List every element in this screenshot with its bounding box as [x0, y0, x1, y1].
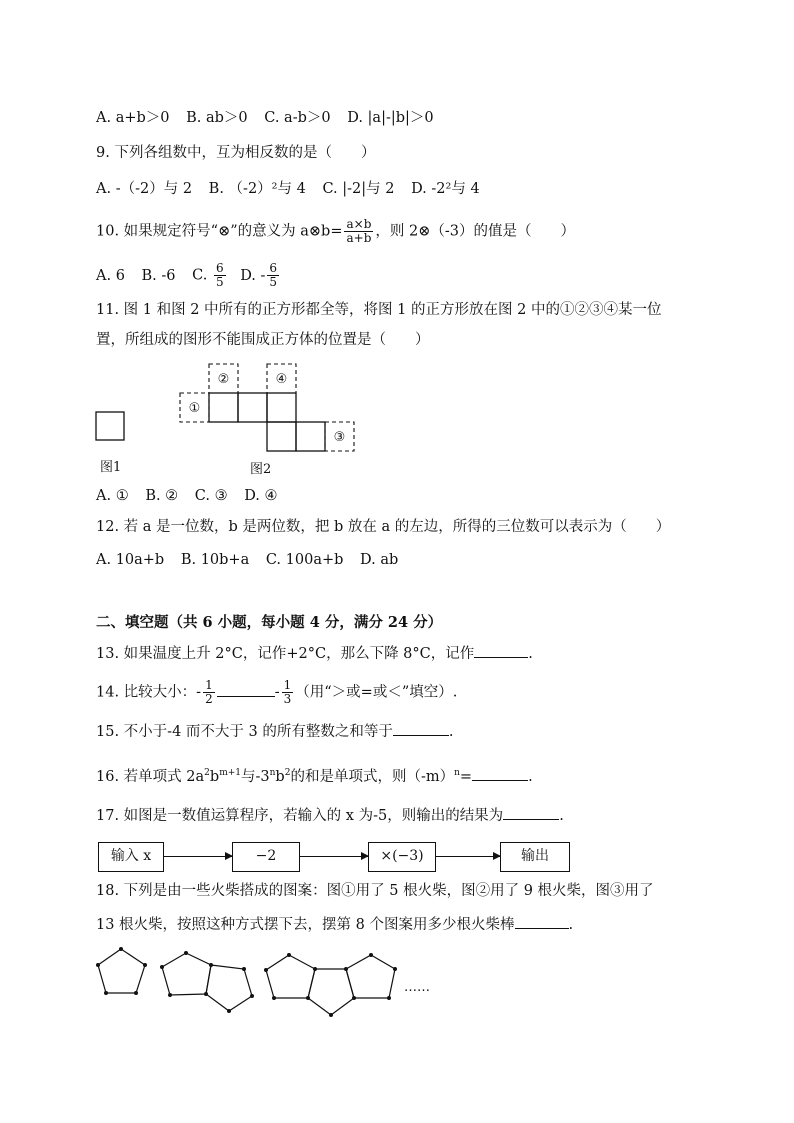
- q16-part2: b: [209, 768, 220, 785]
- q10-option-c: C.: [192, 267, 208, 284]
- q14-b-den: 3: [283, 692, 292, 706]
- q18-line2-text: 13 根火柴，按照这种方式摆下去，摆第 8 个图案用多少根火柴棒: [96, 917, 515, 933]
- q12-option-d: D. ab: [360, 552, 399, 568]
- q17-text: 17. 如图是一数值运算程序，若输入的 x 为-5，则输出的结果为: [96, 808, 504, 824]
- flow-output-box: 输出: [500, 842, 570, 872]
- section2-title: 二、填空题（共 6 小题，每小题 4 分，满分 24 分）: [96, 614, 443, 631]
- q14-prefix: 14. 比较大小：: [96, 684, 197, 701]
- q10-c-num: 6: [215, 261, 224, 275]
- q18-line2: [96, 914, 573, 935]
- q16-part6: =: [459, 768, 473, 785]
- q13: [96, 643, 533, 664]
- q9-option-a: A. -（-2）与 2: [96, 181, 193, 197]
- q14-a-sign: -: [196, 684, 202, 701]
- q14-a-num: 1: [205, 678, 213, 692]
- q16-part5: 的和是单项式，则（-m）: [290, 768, 455, 785]
- q11-line2: 置，所组成的图形不能围成正方体的位置是（ ）: [96, 332, 430, 348]
- q14: [96, 679, 457, 706]
- pentagon-fig2a: [162, 953, 211, 995]
- q10-option-d-frac: [267, 262, 279, 289]
- q14-b-num: 1: [283, 678, 292, 692]
- q16-part3: 与-3: [241, 768, 270, 785]
- q8-option-c: C. a-b＞0: [264, 110, 331, 126]
- q11-option-c: C. ③: [194, 488, 228, 504]
- q10-suffix: ，则 2⊗（-3）的值是（ ）: [375, 223, 575, 240]
- q10-d-num: 6: [269, 261, 278, 275]
- q9-option-c: C. |-2|与 2: [322, 181, 395, 197]
- q9-option-d: D. -2²与 4: [411, 181, 480, 197]
- fig1-square: [96, 412, 124, 440]
- position-1-label: ①: [188, 401, 201, 416]
- q18-line1: 18. 下列是由一些火柴搭成的图案：图①用了 5 根火柴，图②用了 9 根火柴，图③用了: [96, 883, 654, 899]
- q16-sup4: 2: [284, 768, 291, 778]
- q18-matchstick-figures: [94, 945, 444, 1020]
- q11-option-a: A. ①: [96, 488, 129, 504]
- flow-times-neg3-box: ×(−3): [368, 842, 436, 872]
- pentagon-fig1: [98, 949, 145, 993]
- q18-ellipsis: ……: [404, 980, 430, 995]
- position-2-label: ②: [217, 372, 230, 387]
- q15: [96, 721, 453, 742]
- q17: [96, 805, 564, 826]
- pentagon-fig3a: [266, 955, 315, 998]
- flow-arrow: [300, 856, 368, 857]
- q11-option-d: D. ④: [244, 488, 278, 504]
- q18-end: .: [568, 917, 574, 933]
- q9-option-b: B. （-2）²与 4: [208, 181, 306, 197]
- q17-end: .: [559, 808, 564, 824]
- q8-options: [96, 108, 446, 128]
- q12-option-c: C. 100a+b: [265, 552, 344, 568]
- fig2-squares: [209, 393, 325, 451]
- q10-options: [96, 262, 281, 289]
- q10-c-den: 5: [215, 275, 224, 289]
- q15-text: 15. 不小于-4 而不大于 3 的所有整数之和等于: [96, 724, 393, 740]
- q8-option-d: D. |a|-|b|＞0: [347, 110, 434, 126]
- q11-line1: 11. 图 1 和图 2 中所有的正方形都全等，将图 1 的正方形放在图 2 中的①②③④某一位: [96, 302, 662, 318]
- q10-frac-num: a×b: [346, 217, 372, 231]
- q10-frac-den: a+b: [346, 231, 372, 245]
- q16-end: .: [528, 768, 533, 785]
- pentagon-fig2b: [206, 965, 252, 1011]
- q10-option-d: D. -: [240, 267, 266, 284]
- q16-part1: 16. 若单项式 2a: [96, 768, 205, 785]
- q16-sup3: n: [269, 768, 276, 778]
- q12-option-b: B. 10b+a: [180, 552, 250, 568]
- flow-arrow: [436, 856, 500, 857]
- q10-prefix: 10. 如果规定符号“⊗”的意义为 a⊗b=: [96, 223, 343, 240]
- q8-option-a: A. a+b＞0: [96, 110, 170, 126]
- fig2-square: [238, 393, 267, 422]
- q13-answer-blank[interactable]: [474, 643, 528, 658]
- fig2-label: 图2: [250, 462, 272, 477]
- fig2-square: [267, 422, 296, 451]
- fig2-square: [296, 422, 325, 451]
- fig2-square: [209, 393, 238, 422]
- q10-fraction: [344, 218, 373, 245]
- q16-sup1: 2: [204, 768, 210, 778]
- q14-frac-a: [203, 679, 215, 706]
- position-4-label: ④: [275, 372, 288, 387]
- q16-answer-blank[interactable]: [472, 766, 528, 781]
- fig2-square: [267, 393, 296, 422]
- fig1-label: 图1: [100, 460, 122, 475]
- q13-text: 13. 如果温度上升 2°C，记作+2°C，那么下降 8°C，记作: [96, 646, 475, 662]
- q14-answer-blank[interactable]: [217, 682, 275, 697]
- q16: [96, 763, 533, 787]
- q15-end: .: [448, 724, 454, 740]
- q9-options: [96, 179, 480, 199]
- q14-b-sign: -: [274, 684, 280, 701]
- q13-end: .: [528, 646, 533, 662]
- q16-sup5: n: [454, 768, 460, 778]
- q10-option-c-frac: [214, 262, 226, 289]
- q14-frac-b: [282, 679, 294, 706]
- position-3-label: ③: [333, 430, 346, 445]
- q12-options: [96, 550, 398, 570]
- q11-figures: [90, 358, 370, 478]
- flow-arrow: [164, 856, 232, 857]
- q10-stem: [96, 218, 575, 245]
- q8-option-b: B. ab＞0: [186, 110, 248, 126]
- pentagon-fig3b: [308, 969, 354, 1015]
- q12-stem: 12. 若 a 是一位数，b 是两位数，把 b 放在 a 的左边，所得的三位数可以表示为（ ）: [96, 519, 671, 535]
- q11-options: [96, 486, 278, 506]
- pentagon-fig3c: [346, 955, 395, 998]
- q14-suffix: （用“＞或=或＜”填空）.: [295, 684, 458, 701]
- q10-option-a: A. 6: [96, 267, 125, 284]
- q12-option-a: A. 10a+b: [96, 552, 165, 568]
- flow-minus2-box: −2: [232, 842, 300, 872]
- q10-option-b: B. -6: [141, 267, 176, 284]
- flow-input-box: 输入 x: [98, 842, 164, 872]
- q11-option-b: B. ②: [145, 488, 179, 504]
- q16-part4: b: [275, 768, 285, 785]
- q15-answer-blank[interactable]: [393, 721, 449, 736]
- q18-answer-blank[interactable]: [515, 914, 569, 929]
- q10-d-den: 5: [269, 275, 278, 289]
- q17-answer-blank[interactable]: [503, 805, 559, 820]
- q16-sup2: m+1: [219, 768, 241, 778]
- q9-stem: 9. 下列各组数中，互为相反数的是（ ）: [96, 145, 376, 161]
- q14-a-den: 2: [205, 692, 213, 706]
